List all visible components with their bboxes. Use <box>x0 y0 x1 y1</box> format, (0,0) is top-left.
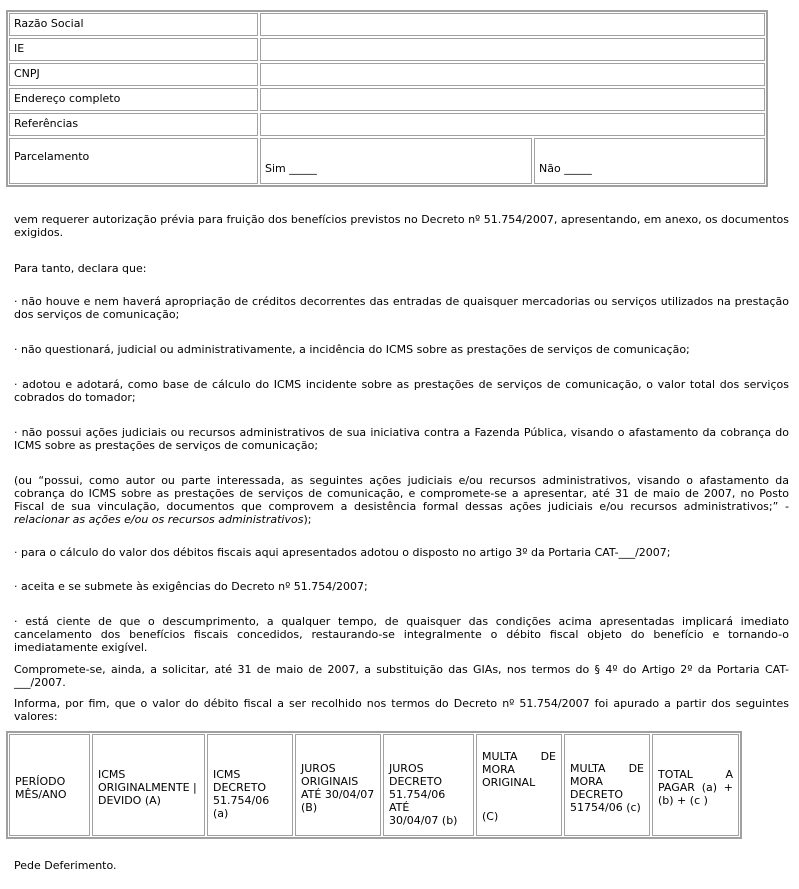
razao-social-field[interactable] <box>260 13 765 36</box>
header-icms-decreto-line: ICMS <box>213 768 241 781</box>
paragraph-calculation-base: · adotou e adotará, como base de cálculo do ICMS incidente sobre as prestações de serviços de comunicação, o valor total dos serviços cobrados do tomador; <box>14 378 789 404</box>
header-juros-decreto <box>383 734 474 836</box>
paragraph-no-credits: · não houve e nem haverá apropriação de créditos decorrentes das entradas de quaisquer mercadorias ou serviços utilizados na prestação dos serviços de comunicação; <box>14 295 789 321</box>
header-multa-original-line: ORIGINAL <box>482 776 536 789</box>
closing-text: Pede Deferimento. <box>14 859 117 872</box>
header-juros-originais-line: (B) <box>301 801 318 814</box>
paragraph-debt-calculation: · para o cálculo do valor dos débitos fiscais aqui apresentados adotou o disposto no artigo 3º da Portaria CAT-___/2007; <box>14 546 671 559</box>
referencias-label: Referências <box>9 113 258 136</box>
paragraph-accepts-decree: · aceita e se submete às exigências do Decreto nº 51.754/2007; <box>14 580 368 593</box>
header-juros-originais <box>295 734 381 836</box>
parcelamento-label: Parcelamento <box>9 138 258 184</box>
header-icms-decreto <box>207 734 293 836</box>
endereco-label: Endereço completo <box>9 88 258 111</box>
cnpj-label: CNPJ <box>9 63 258 86</box>
razao-social-label: Razão Social <box>9 13 258 36</box>
header-juros-decreto-line: 30/04/07 (b) <box>389 814 458 827</box>
header-icms-original-line: ICMS <box>98 768 126 781</box>
parcelamento-nao-text: Não _____ <box>539 162 592 175</box>
referencias-field[interactable] <box>260 113 765 136</box>
header-icms-decreto-line: 51.754/06 (a) <box>213 794 270 820</box>
paragraph-values-intro: Informa, por fim, que o valor do débito fiscal a ser recolhido nos termos do Decreto nº 51.754/2007 foi apurado a partir dos seguintes valores: <box>14 697 789 723</box>
paragraph-noncompliance: · está ciente de que o descumprimento, a qualquer tempo, de quaisquer das condições acima apresentadas implicará imediato cancelamento dos benefícios fiscais concedidos, restaurando-se integralmente o débito fiscal objeto do benefício e tornando-o imediatamente exigível. <box>14 615 789 654</box>
values-table <box>6 731 742 839</box>
paragraph-no-questioning: · não questionará, judicial ou administrativamente, a incidência do ICMS sobre as prestações de serviços de comunicação; <box>14 343 690 356</box>
row-referencias <box>9 113 765 136</box>
parcelamento-sim-field[interactable] <box>260 138 532 184</box>
row-razao-social <box>9 13 765 36</box>
header-icms-original-line: ORIGINALMENTE | <box>98 781 197 794</box>
header-periodo-line: MÊS/ANO <box>15 788 67 801</box>
header-multa-decreto-line: MORA <box>570 775 603 788</box>
header-multa-original <box>476 734 562 836</box>
paragraph-gia-substitution: Compromete-se, ainda, a solicitar, até 31 de maio de 2007, a substituição das GIAs, nos termos do § 4º do Artigo 2º da Portaria CAT-___/2007. <box>14 663 789 689</box>
header-icms-original <box>92 734 205 836</box>
row-cnpj <box>9 63 765 86</box>
header-total-pagar <box>652 734 739 836</box>
header-juros-originais-line: ATÉ 30/04/07 <box>301 788 375 801</box>
ie-field[interactable] <box>260 38 765 61</box>
parcelamento-nao-field[interactable] <box>534 138 765 184</box>
header-multa-decreto-line: DECRETO <box>570 788 624 801</box>
header-total-pagar-line: TOTAL A <box>658 768 733 781</box>
header-total-pagar-line: PAGAR (a) + <box>658 781 733 794</box>
header-total-pagar-line: (b) + (c ) <box>658 794 708 807</box>
header-juros-decreto-line: 51.754/06 ATÉ <box>389 788 446 814</box>
header-juros-originais-line: ORIGINAIS <box>301 775 359 788</box>
header-juros-originais-line: JUROS <box>301 762 336 775</box>
header-periodo <box>9 734 90 836</box>
ie-label: IE <box>9 38 258 61</box>
header-multa-original-code: (C) <box>482 810 499 823</box>
cnpj-field[interactable] <box>260 63 765 86</box>
header-multa-decreto-line: 51754/06 (c) <box>570 801 641 814</box>
header-icms-decreto-line: DECRETO <box>213 781 267 794</box>
header-icms-original-line: DEVIDO (A) <box>98 794 161 807</box>
header-periodo-line: PERÍODO <box>15 775 66 788</box>
paragraph-request: vem requerer autorização prévia para fruição dos benefícios previstos no Decreto nº 51.754/2007, apresentando, em anexo, os documentos exigidos. <box>14 213 789 239</box>
row-ie <box>9 38 765 61</box>
parcelamento-sim-text: Sim _____ <box>265 162 317 175</box>
header-multa-original-line: MORA <box>482 763 515 776</box>
header-multa-original-line: MULTA DE <box>482 750 556 763</box>
endereco-field[interactable] <box>260 88 765 111</box>
paragraph-no-lawsuits: · não possui ações judiciais ou recursos administrativos de sua iniciativa contra a Fazenda Pública, visando o afastamento da cobrança do ICMS sobre as prestações de serviços de comunicação; <box>14 426 789 452</box>
header-multa-decreto-line: MULTA DE <box>570 762 644 775</box>
header-juros-decreto-line: DECRETO <box>389 775 443 788</box>
paragraph-lawsuits-alternative <box>14 474 789 526</box>
row-endereco <box>9 88 765 111</box>
lawsuits-instruction: - relacionar as ações e/ou os recursos administrativos <box>14 500 789 526</box>
header-multa-decreto <box>564 734 650 836</box>
paragraph-declares: Para tanto, declara que: <box>14 262 147 275</box>
header-juros-decreto-line: JUROS <box>389 762 424 775</box>
lawsuits-text: (ou “possui, como autor ou parte interessada, as seguintes ações judiciais e/ou recursos administrativos, visando o afastamento da cobrança do ICMS sobre as prestações de serviços de comunicação, e compromete-se a apresentar, até 31 de maio de 2007, no Posto Fiscal de sua vinculação, documentos que comprovem a desistência formal dessas ações judiciais e/ou recursos administrativos;” <box>14 474 789 513</box>
identification-table <box>6 10 768 187</box>
lawsuits-end: ); <box>303 513 312 526</box>
row-parcelamento <box>9 138 765 184</box>
